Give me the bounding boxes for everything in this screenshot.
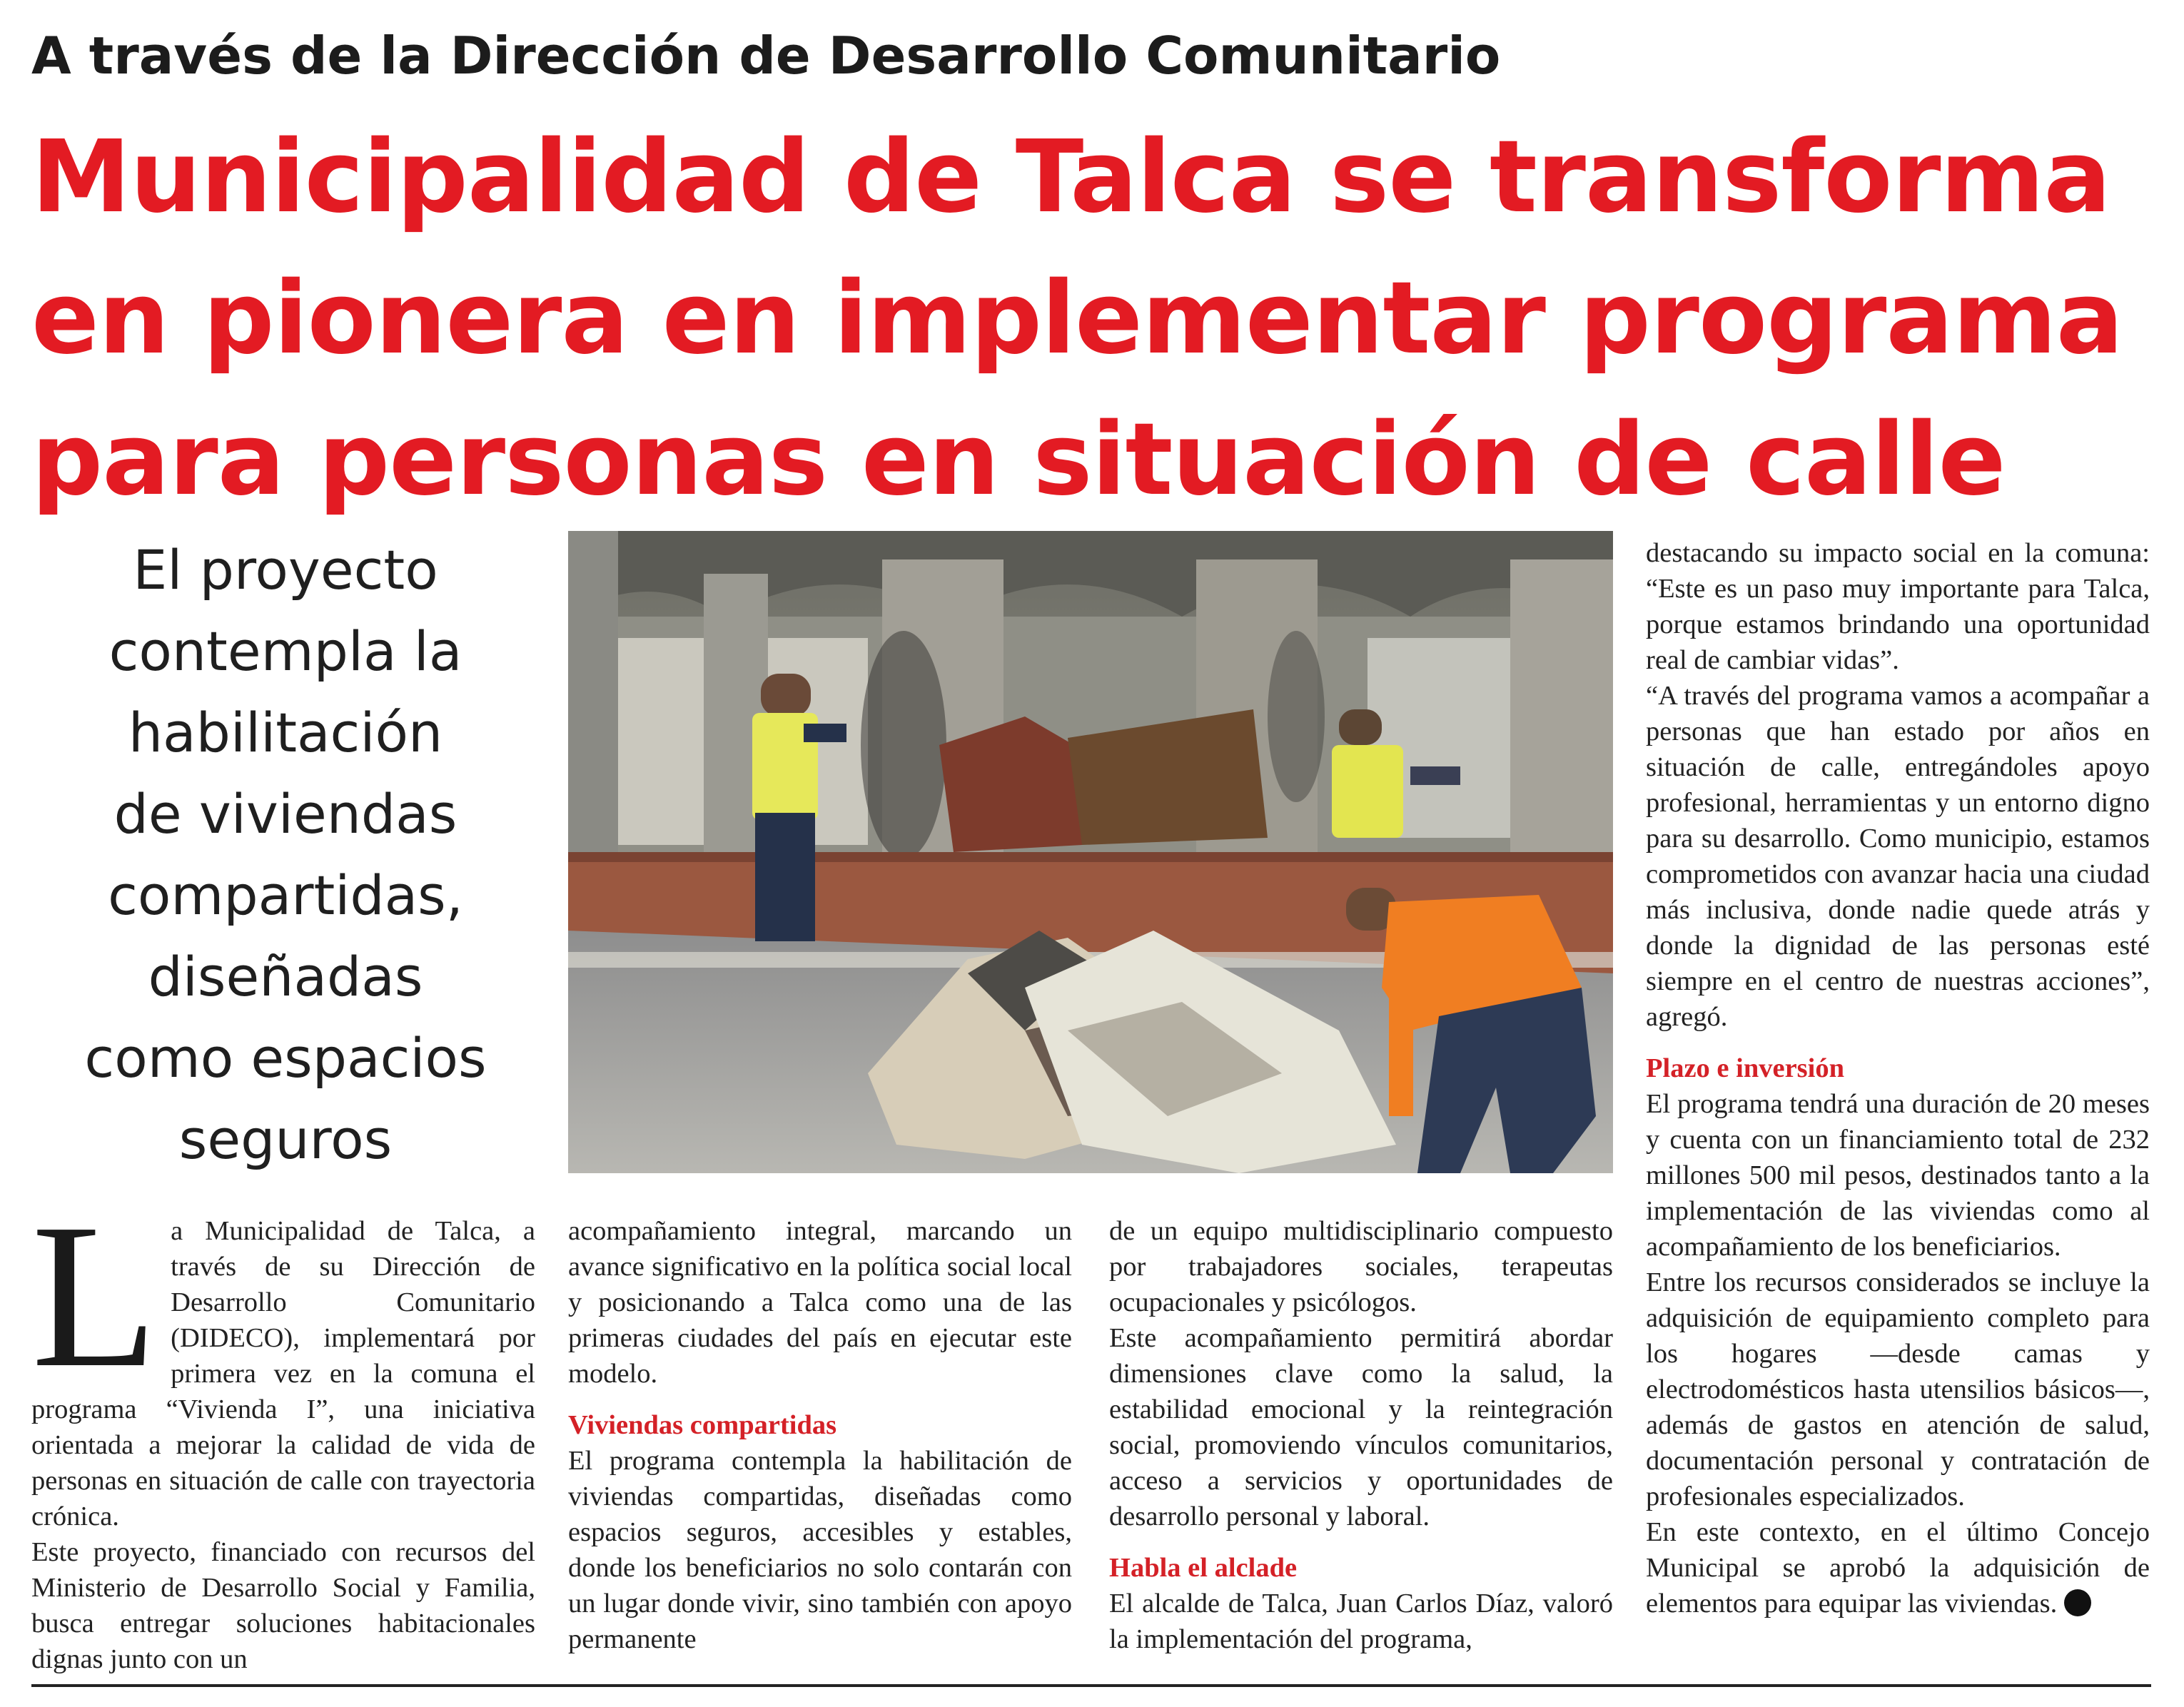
street-cleanup-photo	[568, 531, 1613, 1173]
pull-quote-line: compartidas,	[108, 863, 463, 927]
article-headline	[31, 107, 2173, 531]
pull-quote-line: seguros	[178, 1108, 393, 1171]
article-paragraph: destacando su impacto social en la comuna: “Este es un paso muy importante para Talca, porque estamos brindando una oportunidad real de cambiar vidas”.	[1646, 538, 2150, 675]
article-paragraph: El alcalde de Talca, Juan Carlos Díaz, valoró la implementación del programa,	[1109, 1589, 1613, 1654]
article-paragraph: Este proyecto, financiado con recursos del Ministerio de Desarrollo Social y Familia, busca entregar soluciones habitacionales dignas junto con un	[31, 1537, 535, 1674]
closing-text: En este contexto, en el último Concejo Municipal se aprobó la adquisición de elementos para equipar las viviendas.	[1646, 1517, 2150, 1619]
article-paragraph	[1646, 1514, 2150, 1621]
article-paragraph: El programa contempla la habilitación de viviendas compartidas, diseñadas como espacios seguros, accesibles y estables, donde los beneficiarios no solo contarán con un lugar donde vivir, sino también con apoyo permanente	[568, 1446, 1072, 1654]
headline-line: en pionera en implementar programa	[31, 260, 2123, 377]
article-paragraph: acompañamiento integral, marcando un avance significativo en la política social local y posicionando a Talca como una de las primeras ciudades del país en ejecutar este modelo.	[568, 1216, 1072, 1389]
section-heading: Habla el alclade	[1109, 1553, 1298, 1583]
pull-quote-line: de viviendas	[113, 782, 457, 846]
article-paragraph: a Municipalidad de Talca, a través de su Dirección de Desarrollo Comunitario (DIDECO), implementará por primera vez en la comuna el programa “Vivienda I”, una iniciativa orientada a mejorar la calidad de vida de personas en situación de calle con trayectoria crónica.	[31, 1216, 535, 1531]
article-paragraph: de un equipo multidisciplinario compuesto por trabajadores sociales, terapeutas ocupacionales y psicólogos.	[1109, 1216, 1613, 1317]
article-paragraph: El programa tendrá una duración de 20 meses y cuenta con un financiamiento total de 232 millones 500 mil pesos, destinados tanto a la implementación de las viviendas como al acompañamiento de los beneficiarios.	[1646, 1089, 2150, 1262]
article-column-1	[31, 1181, 535, 1677]
article-photo	[568, 531, 1613, 1173]
article-kicker: A través de la Dirección de Desarrollo Comunitario	[31, 26, 1501, 86]
headline-line: para personas en situación de calle	[31, 402, 2006, 518]
article-column-2	[568, 1213, 1072, 1657]
article-paragraph: Este acompañamiento permitirá abordar dimensiones clave como la salud, la estabilidad emocional y la reintegración social, promoviendo vínculos comunitarios, acceso a servicios y oportunidades de desarrollo personal y laboral.	[1109, 1323, 1613, 1531]
pull-quote-line: habilitación	[128, 701, 443, 764]
pull-quote	[36, 530, 535, 1180]
article-column-4	[1646, 535, 2150, 1621]
article-column-3	[1109, 1213, 1613, 1657]
headline-line: Municipalidad de Talca se transforma	[31, 119, 2110, 235]
pull-quote-line: El proyecto	[133, 538, 438, 602]
section-heading: Viviendas compartidas	[568, 1410, 837, 1440]
section-heading: Plazo e inversión	[1646, 1053, 1845, 1083]
pull-quote-line: contempla la	[108, 619, 462, 683]
bottom-rule	[31, 1684, 2151, 1687]
pull-quote-line: diseñadas	[148, 945, 423, 1008]
end-mark-icon	[2064, 1589, 2091, 1616]
article-paragraph: “A través del programa vamos a acompañar a personas que han estado por años en situación de calle, entregándoles apoyo profesional, herramientas y un entorno digno para su desarrollo. Como municipio, estamos comprometidos con avanzar hacia una ciudad más inclusiva, donde nadie quede atrás y donde la dignidad de las personas esté siempre en el centro de nuestras acciones”, agregó.	[1646, 681, 2150, 1032]
drop-cap: L	[31, 1181, 158, 1410]
article-paragraph: Entre los recursos considerados se incluye la adquisición de equipamiento completo para los hogares —desde camas y electrodomésticos hasta utensilios básicos—, además de gastos en atención de salud, documentación personal y contratación de profesionales especializados.	[1646, 1267, 2150, 1511]
pull-quote-line: como espacios	[84, 1026, 487, 1090]
